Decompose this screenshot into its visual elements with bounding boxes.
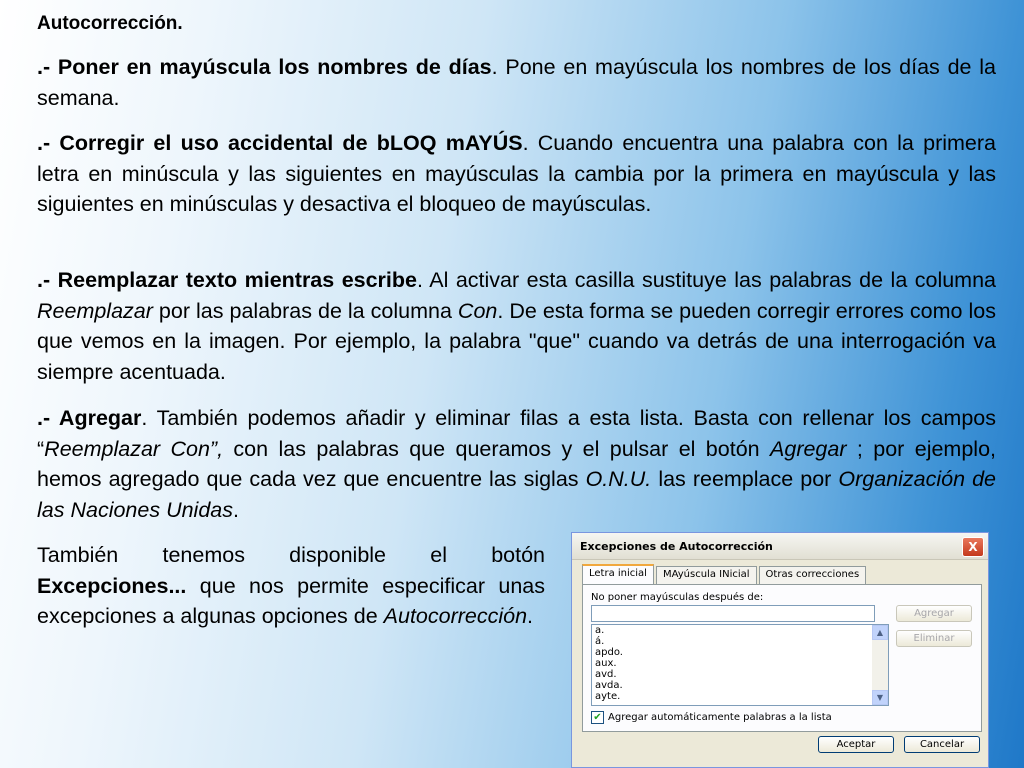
list-scrollbar[interactable] <box>872 625 888 705</box>
para-text: . Pone en mayúscula los nombres de los días de la semana. <box>37 55 996 110</box>
para-heading: Excepciones... <box>37 573 187 598</box>
paragraph-excepciones <box>37 540 545 632</box>
para-italic: Autocorrección <box>383 604 528 628</box>
exceptions-dialog <box>571 532 989 768</box>
close-icon[interactable]: X <box>962 537 984 557</box>
para-heading: .- Reemplazar texto mientras escribe <box>37 268 417 292</box>
para-text: . <box>233 497 239 522</box>
cancel-button[interactable]: Cancelar <box>904 736 980 753</box>
list-item[interactable]: á. <box>595 636 605 647</box>
list-item[interactable]: apdo. <box>595 647 623 658</box>
para-text: que nos permite especificar unas excepciones a algunas opciones de <box>37 573 545 628</box>
para-italic: Organización de las Naciones Unidas <box>37 467 996 522</box>
dialog-title: Excepciones de Autocorrección <box>572 533 988 560</box>
para-text: . <box>527 604 534 628</box>
para-italic: Reemplazar Con”, <box>44 436 224 461</box>
tab-otras-correcciones[interactable]: Otras correcciones <box>759 566 867 584</box>
exception-input[interactable] <box>591 605 875 622</box>
para-italic: Agregar <box>770 436 847 461</box>
para-italic: Reemplazar <box>37 298 153 323</box>
para-heading: .- Corregir el uso accidental de bLOQ mAYÚS <box>37 131 523 155</box>
para-heading: .- Agregar <box>37 406 142 430</box>
page-title: Autocorrección. <box>37 13 183 34</box>
scroll-down-icon[interactable]: ▼ <box>872 690 888 705</box>
tab-panel <box>582 584 982 732</box>
para-text: ; por ejemplo, hemos agregado que cada vez que encuentre las siglas <box>37 436 996 491</box>
paragraph-bloq-mayus <box>37 128 996 220</box>
para-text: con las palabras que queramos y el pulsar el botón <box>223 436 771 461</box>
list-item[interactable]: avda. <box>595 680 623 691</box>
paragraph-agregar <box>37 403 996 525</box>
para-text: . También podemos añadir y eliminar filas a esta lista. Basta con rellenar los campos “ <box>37 406 997 461</box>
para-heading: .- Poner en mayúscula los nombres de días <box>37 55 492 79</box>
para-italic: O.N.U. <box>585 467 652 491</box>
paragraph-dias <box>37 52 996 113</box>
para-text: . Al activar esta casilla sustituye las palabras de la columna <box>417 268 997 292</box>
para-text: . Cuando encuentra una palabra con la primera letra en minúscula y las siguientes en mayúsculas la cambia por la primera en mayúscula y las siguientes en minúsculas y desactiva el bloqueo de mayúsculas. <box>37 131 996 216</box>
paragraph-reemplazar <box>37 265 996 387</box>
tab-letra-inicial[interactable]: Letra inicial <box>582 564 654 585</box>
auto-add-checkbox[interactable]: ✔ <box>591 711 604 724</box>
exceptions-label: No poner mayúsculas después de: <box>591 592 764 603</box>
list-item[interactable]: avd. <box>595 669 617 680</box>
list-item[interactable]: ayte. <box>595 691 621 702</box>
para-text: las reemplace por <box>651 467 839 491</box>
scroll-up-icon[interactable]: ▲ <box>872 625 888 640</box>
exceptions-list[interactable] <box>591 624 889 706</box>
para-text: . De esta forma se pueden corregir errores como los que vemos en la imagen. Por ejemplo, la palabra "que" cuando va detrás de una interrogación va siempre acentuada. <box>37 298 996 384</box>
delete-button[interactable]: Eliminar <box>896 630 972 647</box>
list-item[interactable]: aux. <box>595 658 617 669</box>
para-italic: Con <box>457 298 498 323</box>
tab-mayuscula-inicial[interactable]: MAyúscula INicial <box>656 566 757 584</box>
auto-add-option[interactable] <box>591 711 832 724</box>
para-text: por las palabras de la columna <box>152 298 458 323</box>
auto-add-label: Agregar automáticamente palabras a la lista <box>608 712 832 723</box>
list-item[interactable]: a. <box>595 625 605 636</box>
ok-button[interactable]: Aceptar <box>818 736 894 753</box>
para-text: También tenemos disponible el botón <box>37 543 545 567</box>
tab-bar <box>582 566 868 585</box>
add-button[interactable]: Agregar <box>896 605 972 622</box>
